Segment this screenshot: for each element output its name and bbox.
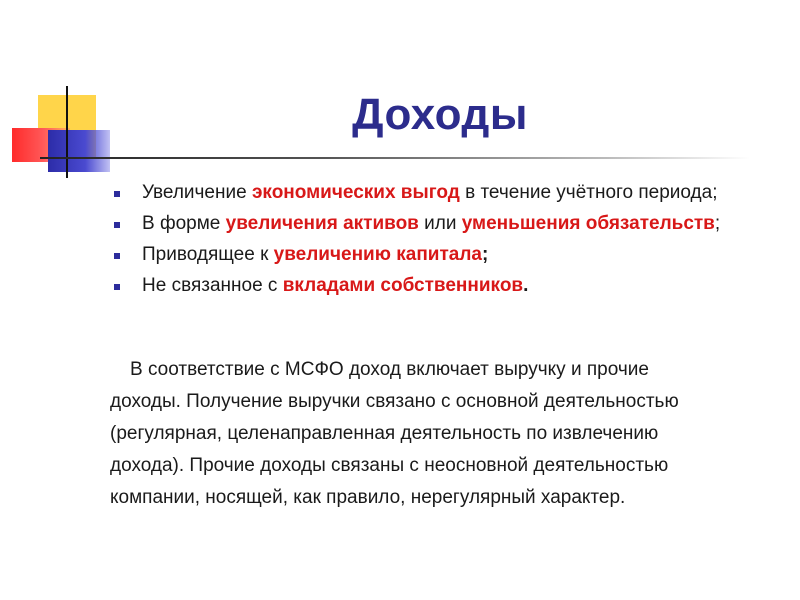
bullet-text: Увеличение — [142, 182, 252, 203]
bullet-item — [110, 211, 730, 237]
bullet-text: В форме — [142, 213, 226, 234]
bullet-item — [110, 242, 730, 268]
body-paragraph — [110, 354, 770, 514]
slide-title: Доходы — [352, 90, 528, 139]
bullet-highlight: увеличения активов — [225, 213, 419, 234]
bullet-highlight: уменьшения обязательств — [461, 213, 715, 234]
bullet-item — [110, 180, 730, 206]
bullet-highlight: экономических выгод — [251, 182, 460, 203]
bullet-text: Приводящее к — [142, 244, 274, 265]
paragraph-line: В соответствие с МСФО доход включает выручку и прочие — [130, 359, 649, 380]
square-bullet-icon — [114, 284, 120, 290]
bullet-list — [110, 180, 730, 304]
paragraph-line: дохода). Прочие доходы связаны с неосновной деятельностью — [110, 455, 669, 476]
bullet-highlight: вкладами собственников — [282, 275, 524, 296]
bullet-highlight: увеличению капитала — [273, 244, 482, 265]
square-bullet-icon — [114, 253, 120, 259]
paragraph-line: компании, носящей, как правило, нерегулярный характер. — [110, 487, 626, 508]
paragraph-line: доходы. Получение выручки связано с основной деятельностью — [110, 391, 679, 412]
square-bullet-icon — [114, 222, 120, 228]
square-bullet-icon — [114, 191, 120, 197]
title-divider — [40, 157, 750, 159]
bullet-item — [110, 273, 730, 299]
bullet-text: или — [418, 213, 462, 234]
bullet-text: Не связанное с — [142, 275, 283, 296]
paragraph-line: (регулярная, целенаправленная деятельность по извлечению — [110, 423, 659, 444]
bullet-punct: . — [523, 275, 529, 296]
bullet-text: в течение учётного периода; — [459, 182, 718, 203]
bullet-text: ; — [714, 213, 721, 234]
bullet-punct: ; — [482, 244, 489, 265]
